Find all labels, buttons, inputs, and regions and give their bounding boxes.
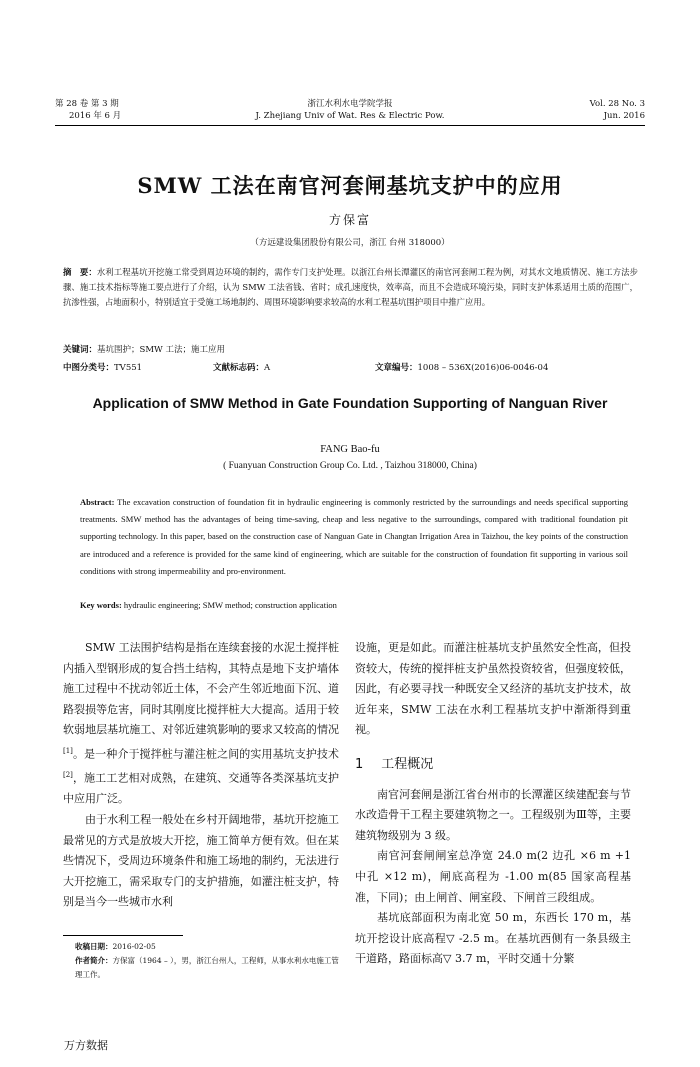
header-rule xyxy=(55,125,645,126)
footnote xyxy=(63,940,339,982)
keywords-en-label: Key words: xyxy=(80,600,122,610)
author-cn: 方保富 xyxy=(328,213,371,227)
keywords-en-text: hydraulic engineering; SMW method; construction application xyxy=(123,600,337,610)
abstract-en xyxy=(80,494,628,580)
paper-title-cn: SMW 工法在南官河套闸基坑支护中的应用 xyxy=(137,173,563,198)
paragraph: 南官河套闸是浙江省台州市的长潭灌区续建配套与节水改造骨干工程主要建筑物之一。工程级别为Ⅲ等，主要建筑物级别为 3 级。 xyxy=(355,787,631,842)
journal-name-en: J. Zhejiang Univ of Wat. Res & Electric Pow. xyxy=(255,111,445,121)
journal-name-cn: 浙江水利水电学院学报 xyxy=(307,99,393,109)
body-column-right xyxy=(355,638,631,970)
abstract-en-label: Abstract: xyxy=(80,497,115,507)
abstract-cn-label: 摘 要： xyxy=(63,267,97,277)
section-number: 1 xyxy=(355,756,364,772)
paragraph: 基坑底部面积为南北宽 50 m，东西长 170 m，基坑开挖设计底高程▽ -2.5 m。在基坑西侧有一条县级主干道路，路面标高▽ 3.7 m，平时交通十分繁 xyxy=(355,911,631,966)
keywords-cn xyxy=(63,343,638,357)
affiliation-en: ( Fuanyuan Construction Group Co. Ltd. , Taizhou 318000, China) xyxy=(223,461,477,471)
paragraph: 由于水利工程一般处在乡村开阔地带，基坑开挖施工最常见的方式是放坡大开挖，施工简单方便有效。但在某些情况下，受周边环境条件和施工场地的制约，无法进行大开挖施工，需采取专门的支护措施，如灌注桩支护，特别是当今一些城市水利 xyxy=(63,813,339,909)
abstract-cn xyxy=(63,265,638,311)
article-number xyxy=(375,361,548,375)
paragraph xyxy=(63,638,339,810)
journal-issue-en xyxy=(590,98,645,122)
issue-date-en: Jun. 2016 xyxy=(603,111,645,121)
article-value: 1008 – 536X(2016)06-0046-04 xyxy=(417,363,549,373)
author-bio-text: 方保富（1964 – ），男，浙江台州人，工程师，从事水利水电施工管理工作。 xyxy=(75,956,339,979)
issue-date-cn: 2016 年 6 月 xyxy=(69,111,122,121)
paragraph-text: ，施工工艺相对成熟，在建筑、交通等各类深基坑支护中应用广泛。 xyxy=(63,771,339,806)
keywords-en xyxy=(80,598,628,612)
footnote-rule xyxy=(63,935,183,936)
paper-title-en: Application of SMW Method in Gate Foundation Supporting of Nanguan River xyxy=(92,395,608,411)
paragraph: 设施，更是如此。而灌注桩基坑支护虽然安全性高，但投资较大，传统的搅拌桩支护虽然投资较省，但强度较低，因此，有必要寻找一种既安全又经济的基坑支护技术，故近年来，SMW 工法在水利工程基坑支护中渐渐得到重视。 xyxy=(355,641,631,737)
citation[interactable]: [1] xyxy=(63,746,73,755)
doc-code-value: A xyxy=(264,363,271,373)
section-title: 工程概况 xyxy=(381,756,434,772)
author-bio-label: 作者简介： xyxy=(75,956,113,965)
body-column-left xyxy=(63,638,339,913)
paragraph-text: SMW 工法围护结构是指在连续套接的水泥土搅拌桩内插入型钢形成的复合挡土结构，其特点是地下支护墙体施工过程中不扰动邻近土体，不会产生邻近地面下沉、道路裂损等危害，同时其刚度比搅拌桩大大提高。适用于较软弱地层基坑施工、对邻近建筑影响的要求又较高的情况 xyxy=(63,641,339,737)
clc-number xyxy=(63,361,142,375)
author-en: FANG Bao-fu xyxy=(320,444,380,455)
affiliation-cn: （方远建设集团股份有限公司，浙江 台州 318000） xyxy=(250,238,450,248)
keywords-cn-label: 关键词： xyxy=(63,345,98,355)
abstract-cn-text: 水利工程基坑开挖施工常受到周边环境的制约，需作专门支护处理。以浙江台州长潭灌区的南官河套闸工程为例，对其水文地质情况、施工方法步骤、施工技术指标等施工要点进行了介绍，认为 SMW 工法省钱、省时；成孔速度快，效率高，而且不会造成环境污染，同时支护体系适用土质的范围广，抗渗性强，占地面积小，特别适宜于受施工场地制约、周围环境影响要求较高的水利工程基坑围护项目中推广应用。 xyxy=(63,267,638,308)
citation[interactable]: [2] xyxy=(63,771,73,780)
footer-watermark: 万方数据 xyxy=(64,1039,108,1052)
author-bio xyxy=(63,954,339,982)
paragraph-text: 。是一种介于搅拌桩与灌注桩之间的实用基坑支护技术 xyxy=(72,747,339,761)
doc-code-label: 文献标志码： xyxy=(213,363,265,373)
received-label: 收稿日期： xyxy=(75,942,113,951)
clc-value: TV551 xyxy=(114,363,143,373)
article-label: 文章编号： xyxy=(375,363,418,373)
volume-issue-en: Vol. 28 No. 3 xyxy=(589,99,645,109)
paragraph: 南官河套闸闸室总净宽 24.0 m(2 边孔 ×6 m +1 中孔 ×12 m)，闸底高程为 -1.00 m(85 国家高程基准，下同)；由上闸首、闸室段、下闸首三段组成。 xyxy=(355,849,631,904)
abstract-en-text: The excavation construction of foundation fit in hydraulic engineering is commonly restricted by the surroundings and needs specifical supporting treatments. SMW method has the advantages of being time-saving, cheap and less negative to the surroundings, compared with traditional foundation pit supporting technology. In this paper, based on the construction case of Nanguan Gate in Changtan Irrigation Area in Taizhou, the key points of the construction are introduced and a reference is provided for the same kind of engineering, which are suitable for the construction of foundation fit supporting in various soil conditions with strong impermeability and pro-environment. xyxy=(80,497,628,576)
received-value: 2016-02-05 xyxy=(112,942,156,951)
received-date xyxy=(63,940,339,954)
volume-issue-cn: 第 28 卷 第 3 期 xyxy=(55,99,119,109)
clc-label: 中图分类号： xyxy=(63,363,115,373)
section-heading xyxy=(355,755,631,776)
keywords-cn-text: 基坑围护；SMW 工法；施工应用 xyxy=(97,345,225,355)
document-code xyxy=(213,361,270,375)
